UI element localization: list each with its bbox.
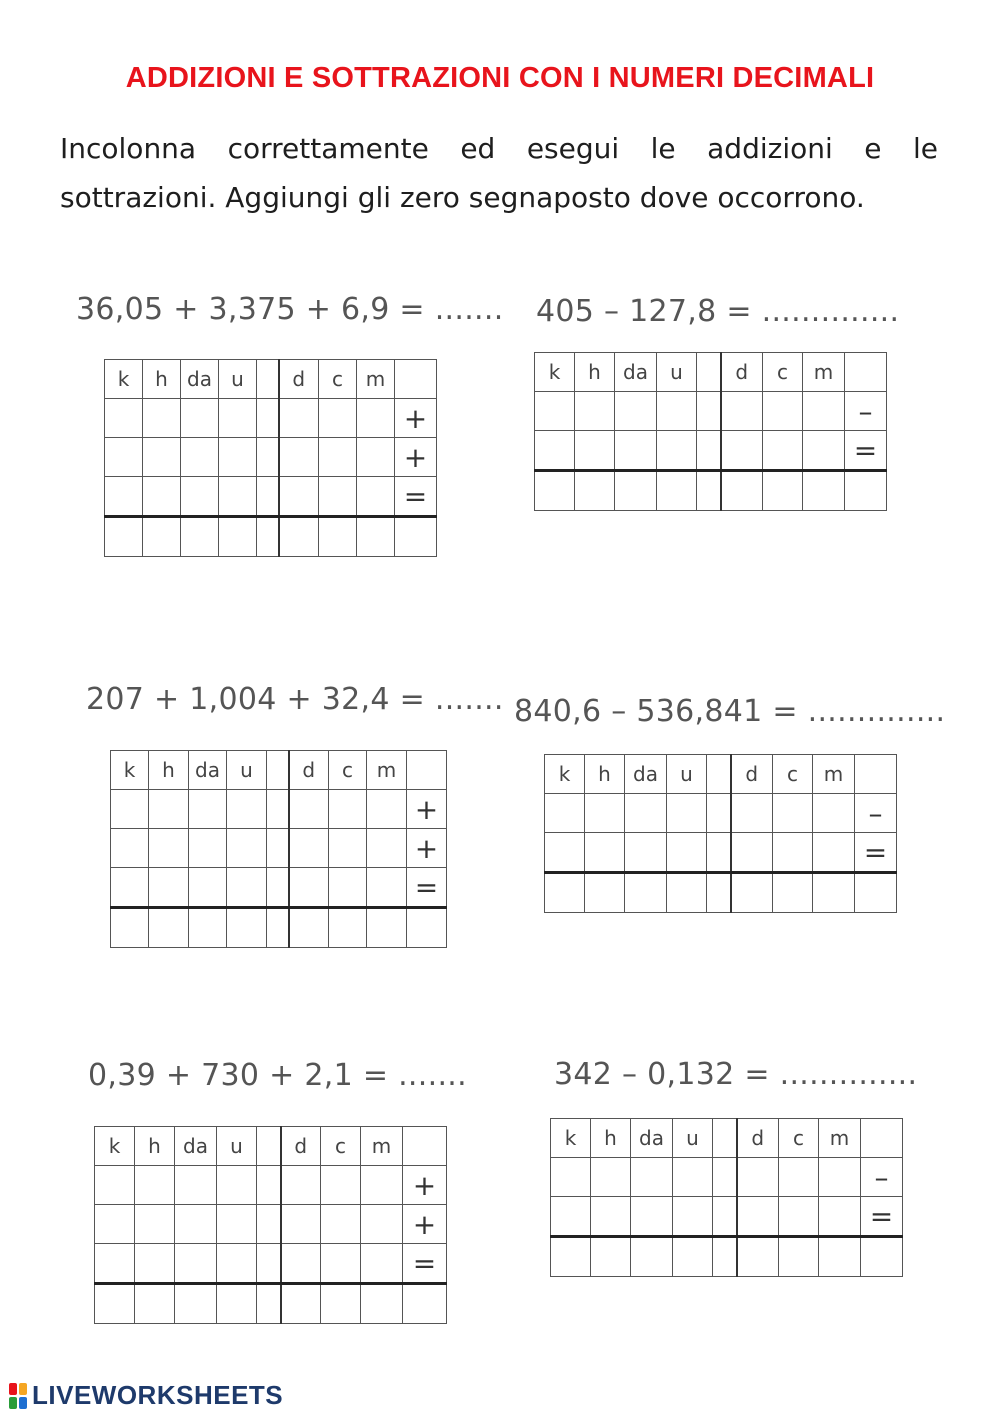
digit-input-cell[interactable] xyxy=(95,1284,135,1324)
digit-input-cell[interactable] xyxy=(189,868,227,908)
operator-cell: = xyxy=(845,431,887,471)
digit-input-cell[interactable] xyxy=(707,873,731,913)
column-header-cell: c xyxy=(329,751,367,790)
digit-input-cell[interactable] xyxy=(625,833,667,873)
digit-input-cell[interactable] xyxy=(257,517,279,557)
operand-row xyxy=(95,1244,447,1284)
digit-input-cell[interactable] xyxy=(143,477,181,517)
digit-input-cell[interactable] xyxy=(673,1158,713,1197)
column-header-row xyxy=(551,1119,903,1158)
digit-input-cell[interactable] xyxy=(819,1197,861,1237)
exercise-5-expression: 0,39 + 730 + 2,1 = ....... xyxy=(88,1058,467,1093)
operator-cell: + xyxy=(407,829,447,868)
digit-input-cell[interactable] xyxy=(135,1166,175,1205)
digit-input-cell[interactable] xyxy=(763,431,803,471)
digit-input-cell[interactable] xyxy=(319,517,357,557)
digit-input-cell[interactable] xyxy=(545,833,585,873)
digit-input-cell[interactable] xyxy=(707,833,731,873)
column-header-cell: m xyxy=(361,1127,403,1166)
digit-input-cell[interactable] xyxy=(321,1244,361,1284)
column-header-cell: h xyxy=(135,1127,175,1166)
digit-input-cell[interactable] xyxy=(575,471,615,511)
digit-input-cell[interactable] xyxy=(713,1197,737,1237)
digit-input-cell[interactable] xyxy=(105,477,143,517)
column-header-row xyxy=(535,353,887,392)
operator-cell: – xyxy=(861,1158,903,1197)
operand-row xyxy=(95,1205,447,1244)
digit-input-cell[interactable] xyxy=(667,833,707,873)
digit-input-cell[interactable] xyxy=(217,1205,257,1244)
column-header-cell xyxy=(403,1127,447,1166)
column-header-cell xyxy=(861,1119,903,1158)
digit-input-cell[interactable] xyxy=(257,1244,281,1284)
column-header-cell: da xyxy=(631,1119,673,1158)
operand-row xyxy=(551,1197,903,1237)
digit-input-cell[interactable] xyxy=(227,829,267,868)
column-header-cell: u xyxy=(217,1127,257,1166)
operand-row xyxy=(535,431,887,471)
digit-input-cell[interactable] xyxy=(267,868,289,908)
operand-row xyxy=(545,833,897,873)
column-header-row xyxy=(105,360,437,399)
digit-input-cell[interactable] xyxy=(551,1237,591,1277)
column-header-cell: m xyxy=(357,360,395,399)
digit-input-cell[interactable] xyxy=(257,399,279,438)
digit-input-cell[interactable] xyxy=(135,1205,175,1244)
digit-input-cell[interactable] xyxy=(149,868,189,908)
digit-input-cell[interactable] xyxy=(321,1284,361,1324)
digit-input-cell[interactable] xyxy=(615,431,657,471)
digit-input-cell[interactable] xyxy=(737,1237,779,1277)
digit-input-cell[interactable] xyxy=(111,868,149,908)
digit-input-cell[interactable] xyxy=(615,471,657,511)
column-header-cell: da xyxy=(181,360,219,399)
digit-input-cell[interactable] xyxy=(721,471,763,511)
digit-input-cell[interactable] xyxy=(181,399,219,438)
digit-input-cell[interactable] xyxy=(367,790,407,829)
column-header-cell xyxy=(713,1119,737,1158)
digit-input-cell[interactable] xyxy=(289,868,329,908)
column-header-cell: d xyxy=(279,360,319,399)
column-header-cell xyxy=(697,353,721,392)
digit-input-cell[interactable] xyxy=(321,1205,361,1244)
logo-square-green xyxy=(9,1397,17,1409)
column-header-cell: da xyxy=(175,1127,217,1166)
digit-input-cell[interactable] xyxy=(181,477,219,517)
digit-input-cell[interactable] xyxy=(545,794,585,833)
digit-input-cell[interactable] xyxy=(135,1244,175,1284)
digit-input-cell[interactable] xyxy=(143,438,181,477)
operand-row xyxy=(105,477,437,517)
digit-input-cell[interactable] xyxy=(575,392,615,431)
column-header-cell: k xyxy=(95,1127,135,1166)
digit-input-cell[interactable] xyxy=(591,1158,631,1197)
digit-input-cell[interactable] xyxy=(731,833,773,873)
digit-input-cell[interactable] xyxy=(585,794,625,833)
exercise-4-grid xyxy=(544,754,897,913)
brand-name: LIVEWORKSHEETS xyxy=(32,1380,284,1410)
column-header-cell: da xyxy=(625,755,667,794)
column-header-cell: m xyxy=(803,353,845,392)
column-header-cell: k xyxy=(111,751,149,790)
digit-input-cell[interactable] xyxy=(219,477,257,517)
column-header-cell: m xyxy=(819,1119,861,1158)
digit-input-cell[interactable] xyxy=(773,794,813,833)
exercise-3-grid xyxy=(110,750,447,948)
digit-input-cell[interactable] xyxy=(361,1205,403,1244)
column-header-cell: d xyxy=(289,751,329,790)
column-header-cell: k xyxy=(535,353,575,392)
column-header-row xyxy=(111,751,447,790)
column-header-cell: d xyxy=(737,1119,779,1158)
digit-input-cell[interactable] xyxy=(289,829,329,868)
column-header-cell: h xyxy=(149,751,189,790)
column-header-cell: u xyxy=(673,1119,713,1158)
digit-input-cell[interactable] xyxy=(181,438,219,477)
answer-cell[interactable] xyxy=(395,517,437,557)
logo-square-orange xyxy=(19,1383,27,1395)
digit-input-cell[interactable] xyxy=(551,1197,591,1237)
digit-input-cell[interactable] xyxy=(591,1197,631,1237)
digit-input-cell[interactable] xyxy=(257,1284,281,1324)
column-header-cell: u xyxy=(667,755,707,794)
digit-input-cell[interactable] xyxy=(803,431,845,471)
digit-input-cell[interactable] xyxy=(279,399,319,438)
column-header-cell xyxy=(845,353,887,392)
digit-input-cell[interactable] xyxy=(181,517,219,557)
exercise-5-grid xyxy=(94,1126,447,1324)
digit-input-cell[interactable] xyxy=(615,392,657,431)
digit-input-cell[interactable] xyxy=(803,471,845,511)
digit-input-cell[interactable] xyxy=(625,794,667,833)
column-header-cell: h xyxy=(143,360,181,399)
exercise-6-expression: 342 – 0,132 = .............. xyxy=(554,1057,918,1092)
digit-input-cell[interactable] xyxy=(227,868,267,908)
column-header-cell xyxy=(855,755,897,794)
digit-input-cell[interactable] xyxy=(361,1166,403,1205)
digit-input-cell[interactable] xyxy=(267,790,289,829)
operand-row xyxy=(111,790,447,829)
digit-input-cell[interactable] xyxy=(697,471,721,511)
column-header-cell: u xyxy=(227,751,267,790)
digit-input-cell[interactable] xyxy=(175,1284,217,1324)
digit-input-cell[interactable] xyxy=(585,833,625,873)
digit-input-cell[interactable] xyxy=(357,399,395,438)
digit-input-cell[interactable] xyxy=(697,431,721,471)
footer-brand xyxy=(8,1380,283,1411)
digit-input-cell[interactable] xyxy=(175,1205,217,1244)
digit-input-cell[interactable] xyxy=(667,794,707,833)
digit-input-cell[interactable] xyxy=(697,392,721,431)
operand-row xyxy=(551,1158,903,1197)
column-header-cell: d xyxy=(731,755,773,794)
digit-input-cell[interactable] xyxy=(731,794,773,833)
digit-input-cell[interactable] xyxy=(763,471,803,511)
digit-input-cell[interactable] xyxy=(631,1197,673,1237)
operand-row xyxy=(105,438,437,477)
exercise-6-grid xyxy=(550,1118,903,1277)
column-header-cell: k xyxy=(545,755,585,794)
digit-input-cell[interactable] xyxy=(149,908,189,948)
column-header-cell: h xyxy=(575,353,615,392)
digit-input-cell[interactable] xyxy=(591,1237,631,1277)
exercise-4-expression: 840,6 – 536,841 = .............. xyxy=(514,694,946,729)
digit-input-cell[interactable] xyxy=(819,1237,861,1277)
exercise-2-grid xyxy=(534,352,887,511)
result-row xyxy=(95,1284,447,1324)
digit-input-cell[interactable] xyxy=(95,1205,135,1244)
digit-input-cell[interactable] xyxy=(813,794,855,833)
digit-input-cell[interactable] xyxy=(773,873,813,913)
column-header-cell: m xyxy=(367,751,407,790)
digit-input-cell[interactable] xyxy=(219,517,257,557)
column-header-cell: da xyxy=(189,751,227,790)
operator-cell: – xyxy=(855,794,897,833)
digit-input-cell[interactable] xyxy=(111,829,149,868)
digit-input-cell[interactable] xyxy=(143,399,181,438)
column-header-cell: h xyxy=(585,755,625,794)
digit-input-cell[interactable] xyxy=(535,431,575,471)
digit-input-cell[interactable] xyxy=(361,1284,403,1324)
result-row xyxy=(551,1237,903,1277)
column-header-cell: c xyxy=(773,755,813,794)
answer-cell[interactable] xyxy=(845,471,887,511)
digit-input-cell[interactable] xyxy=(737,1158,779,1197)
operand-row xyxy=(105,399,437,438)
digit-input-cell[interactable] xyxy=(219,399,257,438)
operator-cell: = xyxy=(403,1244,447,1284)
logo-square-red xyxy=(9,1383,17,1395)
digit-input-cell[interactable] xyxy=(189,790,227,829)
column-header-cell: c xyxy=(763,353,803,392)
exercise-1-grid xyxy=(104,359,437,557)
digit-input-cell[interactable] xyxy=(289,908,329,948)
liveworksheets-logo-icon xyxy=(8,1382,28,1410)
result-row xyxy=(545,873,897,913)
digit-input-cell[interactable] xyxy=(227,790,267,829)
digit-input-cell[interactable] xyxy=(281,1166,321,1205)
logo-square-blue xyxy=(19,1397,27,1409)
digit-input-cell[interactable] xyxy=(329,868,367,908)
column-header-cell: h xyxy=(591,1119,631,1158)
operand-row xyxy=(95,1166,447,1205)
digit-input-cell[interactable] xyxy=(813,833,855,873)
digit-input-cell[interactable] xyxy=(713,1237,737,1277)
digit-input-cell[interactable] xyxy=(707,794,731,833)
operand-row xyxy=(111,868,447,908)
digit-input-cell[interactable] xyxy=(105,438,143,477)
digit-input-cell[interactable] xyxy=(217,1166,257,1205)
worksheet-title: ADDIZIONI E SOTTRAZIONI CON I NUMERI DECIMALI xyxy=(125,62,875,94)
digit-input-cell[interactable] xyxy=(219,438,257,477)
column-header-row xyxy=(545,755,897,794)
digit-input-cell[interactable] xyxy=(227,908,267,948)
column-header-cell xyxy=(407,751,447,790)
exercise-2-expression: 405 – 127,8 = .............. xyxy=(536,294,900,329)
result-row xyxy=(105,517,437,557)
digit-input-cell[interactable] xyxy=(551,1158,591,1197)
operand-row xyxy=(111,829,447,868)
digit-input-cell[interactable] xyxy=(149,829,189,868)
digit-input-cell[interactable] xyxy=(625,873,667,913)
operator-cell: = xyxy=(395,477,437,517)
digit-input-cell[interactable] xyxy=(361,1244,403,1284)
digit-input-cell[interactable] xyxy=(657,431,697,471)
operator-cell: – xyxy=(845,392,887,431)
result-row xyxy=(111,908,447,948)
digit-input-cell[interactable] xyxy=(319,477,357,517)
digit-input-cell[interactable] xyxy=(175,1166,217,1205)
digit-input-cell[interactable] xyxy=(289,790,329,829)
digit-input-cell[interactable] xyxy=(631,1237,673,1277)
digit-input-cell[interactable] xyxy=(279,517,319,557)
operator-cell: + xyxy=(407,790,447,829)
answer-cell[interactable] xyxy=(403,1284,447,1324)
digit-input-cell[interactable] xyxy=(631,1158,673,1197)
digit-input-cell[interactable] xyxy=(257,1205,281,1244)
digit-input-cell[interactable] xyxy=(535,392,575,431)
digit-input-cell[interactable] xyxy=(189,908,227,948)
digit-input-cell[interactable] xyxy=(329,908,367,948)
column-header-cell xyxy=(395,360,437,399)
answer-cell[interactable] xyxy=(855,873,897,913)
operator-cell: + xyxy=(395,399,437,438)
column-header-cell: u xyxy=(219,360,257,399)
digit-input-cell[interactable] xyxy=(657,471,697,511)
result-row xyxy=(535,471,887,511)
digit-input-cell[interactable] xyxy=(737,1197,779,1237)
instructions: Incolonna correttamente ed esegui le addizioni e le sottrazioni. Aggiungi gli zero segnaposto dove occorrono. xyxy=(60,132,938,214)
column-header-cell: c xyxy=(321,1127,361,1166)
column-header-cell: k xyxy=(551,1119,591,1158)
digit-input-cell[interactable] xyxy=(713,1158,737,1197)
digit-input-cell[interactable] xyxy=(673,1237,713,1277)
column-header-cell: k xyxy=(105,360,143,399)
digit-input-cell[interactable] xyxy=(667,873,707,913)
digit-input-cell[interactable] xyxy=(779,1237,819,1277)
column-header-cell: d xyxy=(281,1127,321,1166)
digit-input-cell[interactable] xyxy=(105,399,143,438)
digit-input-cell[interactable] xyxy=(585,873,625,913)
digit-input-cell[interactable] xyxy=(257,1166,281,1205)
digit-input-cell[interactable] xyxy=(149,790,189,829)
digit-input-cell[interactable] xyxy=(367,908,407,948)
digit-input-cell[interactable] xyxy=(189,829,227,868)
answer-cell[interactable] xyxy=(861,1237,903,1277)
digit-input-cell[interactable] xyxy=(257,477,279,517)
column-header-cell xyxy=(267,751,289,790)
digit-input-cell[interactable] xyxy=(111,908,149,948)
column-header-cell: c xyxy=(779,1119,819,1158)
column-header-cell: da xyxy=(615,353,657,392)
digit-input-cell[interactable] xyxy=(657,392,697,431)
exercise-3-expression: 207 + 1,004 + 32,4 = ....... xyxy=(86,682,504,717)
digit-input-cell[interactable] xyxy=(135,1284,175,1324)
digit-input-cell[interactable] xyxy=(281,1244,321,1284)
column-header-row xyxy=(95,1127,447,1166)
operator-cell: = xyxy=(855,833,897,873)
digit-input-cell[interactable] xyxy=(111,790,149,829)
digit-input-cell[interactable] xyxy=(279,477,319,517)
digit-input-cell[interactable] xyxy=(267,908,289,948)
digit-input-cell[interactable] xyxy=(281,1205,321,1244)
digit-input-cell[interactable] xyxy=(721,431,763,471)
digit-input-cell[interactable] xyxy=(257,438,279,477)
exercise-1-expression: 36,05 + 3,375 + 6,9 = ....... xyxy=(76,292,504,327)
column-header-cell: c xyxy=(319,360,357,399)
digit-input-cell[interactable] xyxy=(367,868,407,908)
digit-input-cell[interactable] xyxy=(779,1158,819,1197)
operand-row xyxy=(545,794,897,833)
digit-input-cell[interactable] xyxy=(105,517,143,557)
digit-input-cell[interactable] xyxy=(329,829,367,868)
operator-cell: + xyxy=(403,1205,447,1244)
digit-input-cell[interactable] xyxy=(143,517,181,557)
column-header-cell xyxy=(707,755,731,794)
operator-cell: = xyxy=(861,1197,903,1237)
digit-input-cell[interactable] xyxy=(357,438,395,477)
digit-input-cell[interactable] xyxy=(575,431,615,471)
column-header-cell xyxy=(257,1127,281,1166)
digit-input-cell[interactable] xyxy=(175,1244,217,1284)
digit-input-cell[interactable] xyxy=(319,399,357,438)
digit-input-cell[interactable] xyxy=(731,873,773,913)
digit-input-cell[interactable] xyxy=(803,392,845,431)
column-header-cell: d xyxy=(721,353,763,392)
digit-input-cell[interactable] xyxy=(329,790,367,829)
digit-input-cell[interactable] xyxy=(321,1166,361,1205)
operand-row xyxy=(535,392,887,431)
digit-input-cell[interactable] xyxy=(763,392,803,431)
digit-input-cell[interactable] xyxy=(357,517,395,557)
digit-input-cell[interactable] xyxy=(95,1166,135,1205)
digit-input-cell[interactable] xyxy=(217,1244,257,1284)
operator-cell: = xyxy=(407,868,447,908)
answer-cell[interactable] xyxy=(407,908,447,948)
column-header-cell: m xyxy=(813,755,855,794)
digit-input-cell[interactable] xyxy=(773,833,813,873)
digit-input-cell[interactable] xyxy=(813,873,855,913)
digit-input-cell[interactable] xyxy=(95,1244,135,1284)
digit-input-cell[interactable] xyxy=(267,829,289,868)
digit-input-cell[interactable] xyxy=(357,477,395,517)
operator-cell: + xyxy=(395,438,437,477)
digit-input-cell[interactable] xyxy=(279,438,319,477)
digit-input-cell[interactable] xyxy=(281,1284,321,1324)
column-header-cell: u xyxy=(657,353,697,392)
digit-input-cell[interactable] xyxy=(779,1197,819,1237)
digit-input-cell[interactable] xyxy=(535,471,575,511)
digit-input-cell[interactable] xyxy=(721,392,763,431)
column-header-cell xyxy=(257,360,279,399)
digit-input-cell[interactable] xyxy=(217,1284,257,1324)
digit-input-cell[interactable] xyxy=(819,1158,861,1197)
digit-input-cell[interactable] xyxy=(367,829,407,868)
digit-input-cell[interactable] xyxy=(319,438,357,477)
digit-input-cell[interactable] xyxy=(545,873,585,913)
operator-cell: + xyxy=(403,1166,447,1205)
digit-input-cell[interactable] xyxy=(673,1197,713,1237)
